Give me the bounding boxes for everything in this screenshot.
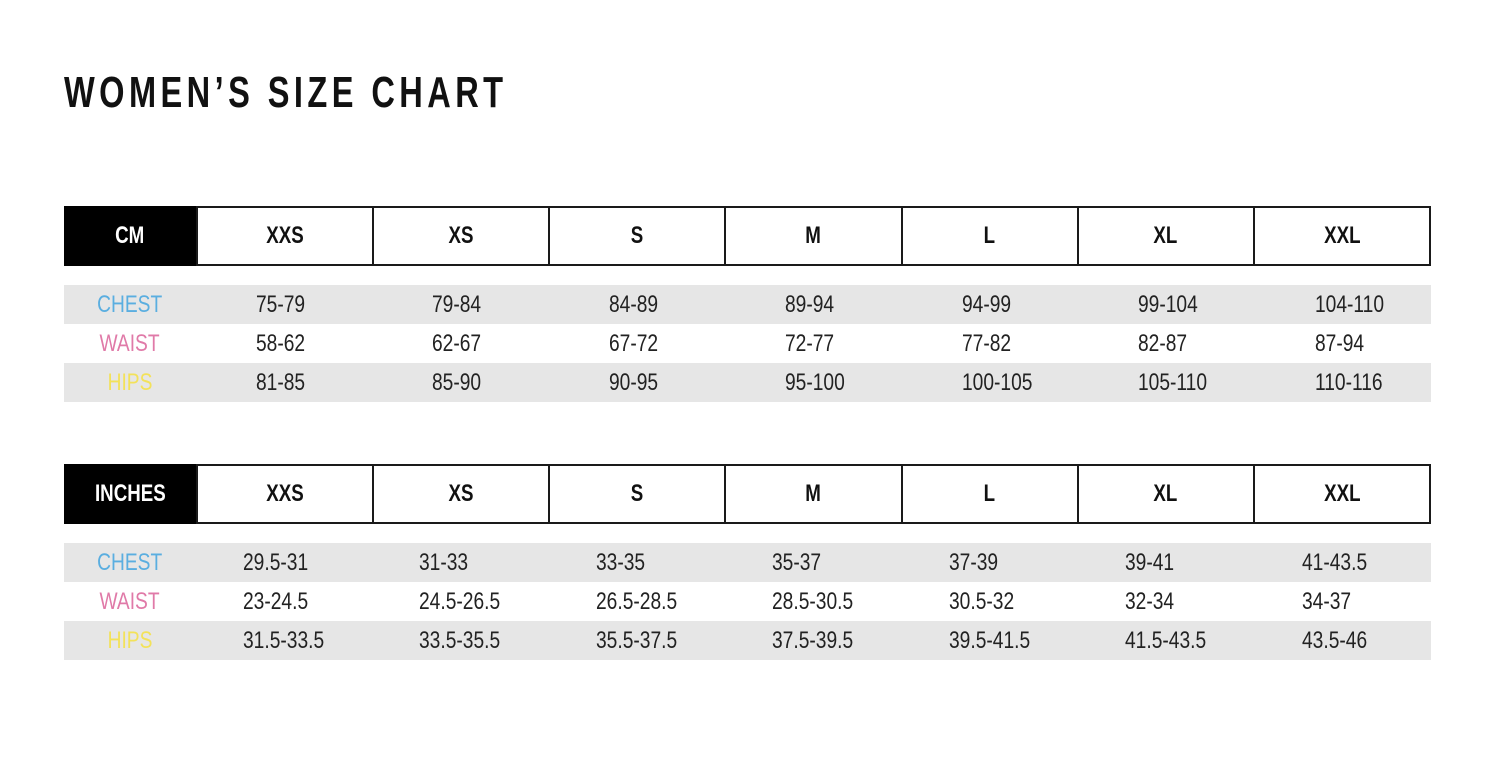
size-table-cm <box>64 206 1431 402</box>
size-header-s: S <box>548 466 724 522</box>
size-header-l: L <box>901 466 1077 522</box>
table-cell: 77-82 <box>961 329 1011 357</box>
table-cell: 75-79 <box>256 290 306 318</box>
table-cell: 99-104 <box>1138 290 1198 318</box>
table-cell: 104-110 <box>1314 290 1384 318</box>
table-cell: 100-105 <box>961 368 1033 396</box>
row-label-waist: WAIST <box>99 329 161 357</box>
table-cell: 39-41 <box>1125 548 1175 576</box>
table-row-hips <box>64 363 1431 402</box>
size-header-xl: XL <box>1077 208 1253 264</box>
table-cell: 82-87 <box>1138 329 1188 357</box>
table-cell: 58-62 <box>256 329 306 357</box>
size-header-xs: XS <box>372 208 548 264</box>
table-row-chest <box>64 285 1431 324</box>
table-cell: 33-35 <box>595 548 645 576</box>
table-cell: 81-85 <box>256 368 306 396</box>
size-table-inches <box>64 464 1431 660</box>
table-cell: 29.5-31 <box>243 548 309 576</box>
table-cell: 85-90 <box>432 368 482 396</box>
size-header-l: L <box>901 208 1077 264</box>
table-row-waist <box>64 582 1431 621</box>
table-cell: 24.5-26.5 <box>419 587 501 615</box>
row-label-chest: CHEST <box>97 548 163 576</box>
table-row-hips <box>64 621 1431 660</box>
table-cell: 110-116 <box>1314 368 1383 396</box>
table-cell: 39.5-41.5 <box>948 626 1030 654</box>
row-label-hips: HIPS <box>107 626 153 654</box>
table-cell: 95-100 <box>785 368 846 396</box>
table-cell: 31-33 <box>419 548 469 576</box>
table-cell: 79-84 <box>432 290 482 318</box>
size-header-xxs: XXS <box>196 208 372 264</box>
page-title: WOMEN’S SIZE CHART <box>64 68 508 117</box>
table-cell: 62-67 <box>432 329 482 357</box>
header-row <box>64 464 1431 524</box>
table-cell: 26.5-28.5 <box>595 587 677 615</box>
table-cell: 28.5-30.5 <box>772 587 854 615</box>
size-header-xl: XL <box>1077 466 1253 522</box>
size-header-s: S <box>548 208 724 264</box>
table-cell: 37-39 <box>948 548 998 576</box>
size-header-xxs: XXS <box>196 466 372 522</box>
size-header-xxl: XXL <box>1253 208 1429 264</box>
table-cell: 31.5-33.5 <box>243 626 325 654</box>
table-cell: 84-89 <box>608 290 658 318</box>
unit-header-inches: INCHES <box>64 464 196 524</box>
unit-header-cm: CM <box>64 206 196 266</box>
table-cell: 67-72 <box>608 329 658 357</box>
table-cell: 34-37 <box>1301 587 1351 615</box>
table-row-waist <box>64 324 1431 363</box>
size-header-m: M <box>724 208 900 264</box>
row-label-waist: WAIST <box>99 587 161 615</box>
size-header-xxl: XXL <box>1253 466 1429 522</box>
table-cell: 30.5-32 <box>948 587 1014 615</box>
table-cell: 23-24.5 <box>243 587 309 615</box>
row-label-chest: CHEST <box>97 290 163 318</box>
table-cell: 105-110 <box>1138 368 1208 396</box>
size-header-m: M <box>724 466 900 522</box>
table-cell: 87-94 <box>1314 329 1364 357</box>
table-cell: 94-99 <box>961 290 1011 318</box>
table-cell: 90-95 <box>608 368 658 396</box>
table-cell: 41.5-43.5 <box>1125 626 1207 654</box>
table-cell: 32-34 <box>1125 587 1175 615</box>
row-label-hips: HIPS <box>107 368 153 396</box>
size-header-xs: XS <box>372 466 548 522</box>
table-cell: 41-43.5 <box>1301 548 1367 576</box>
header-row <box>64 206 1431 266</box>
table-cell: 35-37 <box>772 548 822 576</box>
table-cell: 72-77 <box>785 329 835 357</box>
table-cell: 43.5-46 <box>1301 626 1367 654</box>
table-cell: 89-94 <box>785 290 835 318</box>
table-cell: 35.5-37.5 <box>595 626 677 654</box>
table-cell: 37.5-39.5 <box>772 626 854 654</box>
table-cell: 33.5-35.5 <box>419 626 501 654</box>
table-row-chest <box>64 543 1431 582</box>
